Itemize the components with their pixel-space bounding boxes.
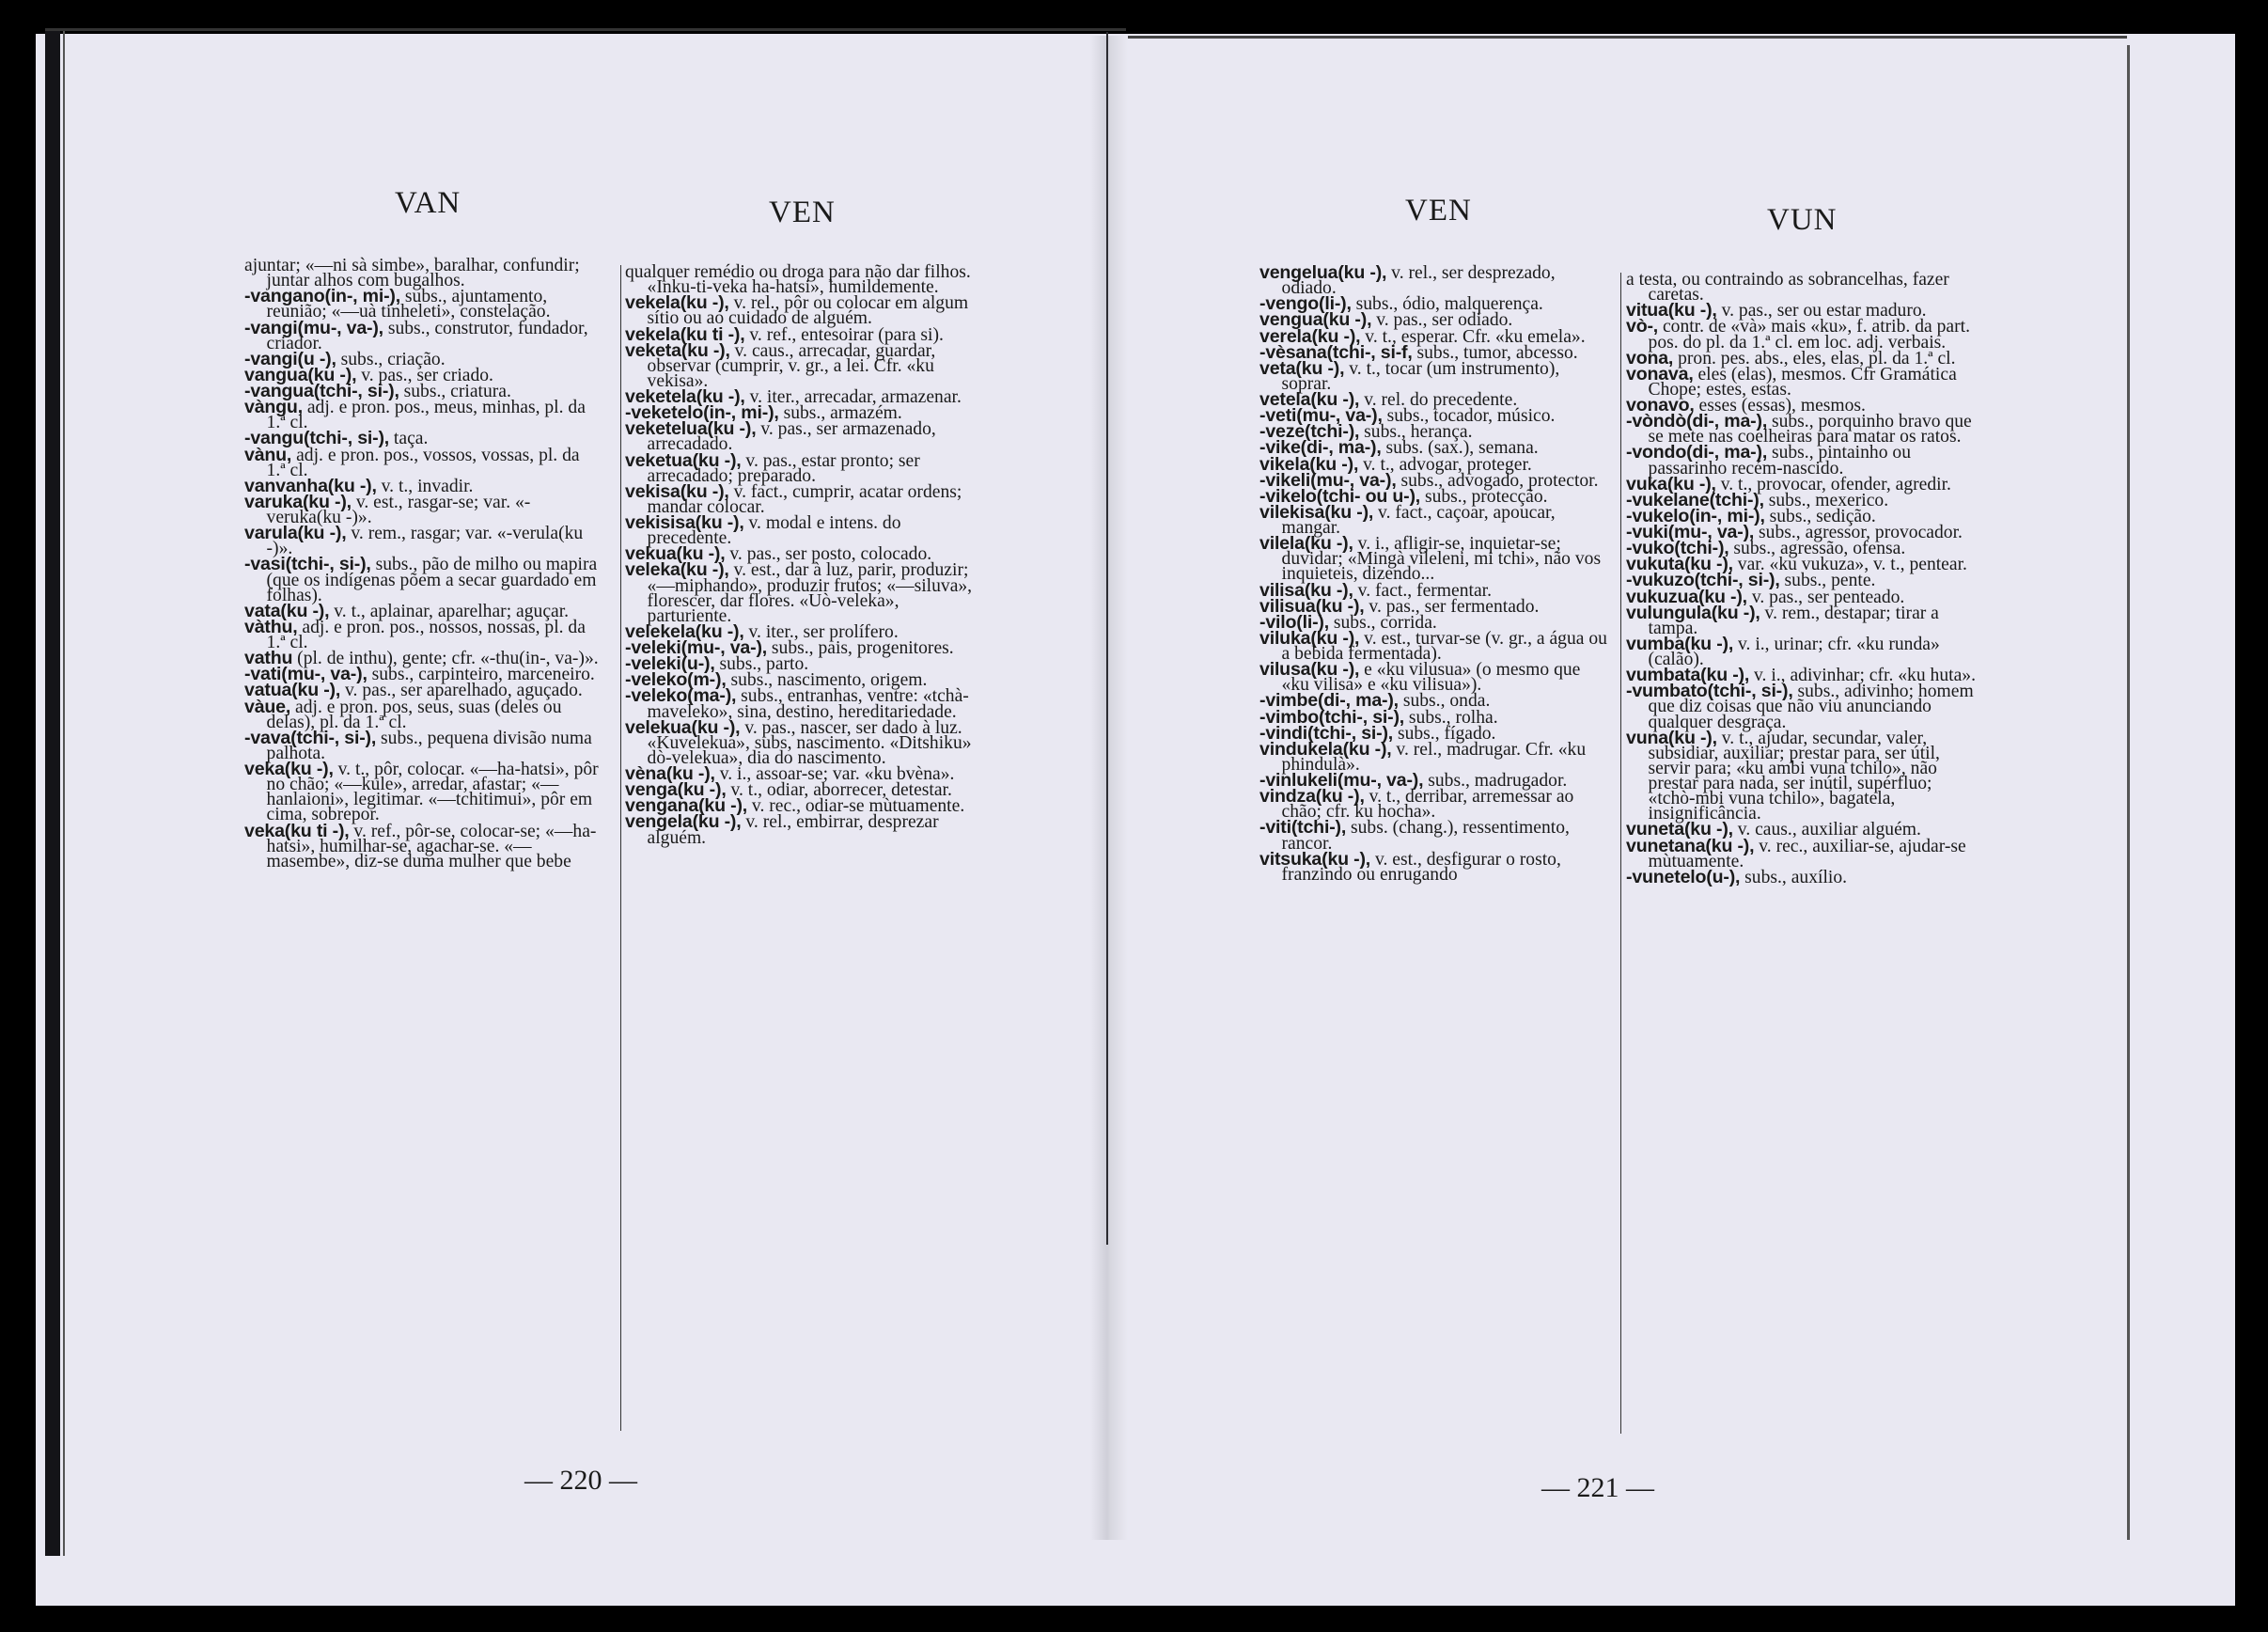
dictionary-entry xyxy=(244,696,602,732)
entry-definition: subs., pais, progenitores. xyxy=(767,638,954,658)
entry-headword: -vikelo(tchi- ou u-), xyxy=(1259,485,1421,507)
entry-headword: -vukelane(tchi-), xyxy=(1626,489,1764,510)
entry-headword: -vunetelo(u-), xyxy=(1626,866,1741,887)
entry-headword: veleka(ku -), xyxy=(625,559,729,581)
entry-definition: subs., herança. xyxy=(1359,422,1473,443)
entry-definition: v. i., afligir-se, inquietar-se; duvidar; «Mingà vileleni, mi tchi», não vos inquieteis, dizendo... xyxy=(1281,534,1602,585)
dictionary-entry xyxy=(625,339,978,391)
entry-definition: subs., tocador, músico. xyxy=(1382,406,1556,427)
entry-definition: subs., construtor, fundador, criador. xyxy=(266,318,588,353)
entry-definition: v. t., derribar, arremessar ao chão; cfr. ku hocha». xyxy=(1281,787,1574,823)
dictionary-entry xyxy=(1259,533,1607,585)
entry-headword: -vukelo(in-, mi-), xyxy=(1626,505,1765,526)
entry-headword: vàthu, xyxy=(244,616,298,637)
entry-definition: v. est., turvar-se (v. gr., a água ou a bebida fermentada). xyxy=(1281,628,1607,664)
dictionary-entry xyxy=(244,286,602,322)
dictionary-entry xyxy=(1259,501,1607,538)
entry-definition: var. «ku vukuza», v. t., pentear. xyxy=(1732,555,1967,575)
entry-definition: v. pas., ser odiado. xyxy=(1371,310,1513,331)
entry-definition: v. caus., arrecadar, guardar, observar (cumprir, v. gr., a lei. Cfr. «ku vekisa». xyxy=(647,340,936,391)
left-page-header-right: VEN xyxy=(769,196,836,229)
entry-definition: v. t., aplainar, aparelhar; aguçar. xyxy=(329,601,570,621)
entry-headword: vuka(ku -), xyxy=(1626,473,1716,494)
entry-definition: ajuntar; «—ni sà simbe», baralhar, confundir; juntar alhos com bugalhos. xyxy=(244,256,580,291)
dictionary-entry xyxy=(244,554,602,605)
entry-headword: veka(ku -), xyxy=(244,759,334,779)
entry-definition: v. t., provocar, ofender, agredir. xyxy=(1715,474,1951,494)
entry-definition: v. i., urinar; cfr. «ku runda» (calão). xyxy=(1648,634,1940,669)
entry-definition: subs., corrida. xyxy=(1328,612,1437,633)
dictionary-entry xyxy=(244,820,602,871)
entry-headword: vilisa(ku -), xyxy=(1259,579,1353,601)
dictionary-entry xyxy=(625,418,978,455)
entry-definition: v. rem., rasgar; var. «-verula(ku -)». xyxy=(266,524,584,559)
entry-headword: -vimbe(di-, ma-), xyxy=(1259,690,1399,712)
right-page-column-rule xyxy=(1620,273,1621,1434)
entry-definition: subs., madrugador. xyxy=(1423,771,1568,791)
entry-headword: -veleki(u-), xyxy=(625,653,715,675)
dictionary-entry xyxy=(244,444,602,480)
left-page-column-2 xyxy=(625,262,978,848)
entry-definition: v. est., dar à luz, parir, produzir; «—miphando», produzir frutos; «—siluva», florescer, dar flores. «Uò-veleka», parturiente. xyxy=(647,560,973,626)
entry-headword: vengua(ku -), xyxy=(1259,309,1372,331)
entry-definition: v. rem., destapar; tirar a tampa. xyxy=(1648,603,1939,638)
entry-definition: subs., advogado, protector. xyxy=(1396,470,1599,491)
entry-headword: vunetana(ku -), xyxy=(1626,835,1755,856)
entry-headword: -vuki(mu-, va-), xyxy=(1626,522,1755,542)
entry-definition: subs. (chang.), ressentimento, rancor. xyxy=(1281,818,1570,854)
dictionary-entry xyxy=(244,761,602,824)
entry-headword: vèna(ku -), xyxy=(625,763,715,784)
entry-definition: v. rec., odiar-se mùtuamente. xyxy=(747,796,965,817)
entry-definition: v. pas., ser criado. xyxy=(356,365,493,385)
dictionary-entry xyxy=(625,811,978,848)
entry-headword: vàngu, xyxy=(244,397,303,418)
entry-definition: subs., protecção. xyxy=(1420,486,1548,507)
entry-definition: subs., nascimento, origem. xyxy=(726,670,928,691)
entry-definition: pron. pes. abs., eles, elas, pl. da 1.ª cl. xyxy=(1673,348,1956,369)
binding-line xyxy=(63,28,65,1556)
dictionary-entry xyxy=(244,727,602,763)
entry-definition: subs., agressão, ofensa. xyxy=(1728,539,1906,559)
dictionary-entry xyxy=(625,716,978,768)
entry-definition: v. rel., embirrar, desprezar alguém. xyxy=(647,812,939,848)
entry-definition: v. iter., ser prolífero. xyxy=(743,621,899,642)
entry-headword: vata(ku -), xyxy=(244,600,330,621)
entry-headword: -veze(tchi-), xyxy=(1259,421,1360,443)
entry-definition: v. pas., ser fermentado. xyxy=(1364,596,1540,617)
right-page-column-2 xyxy=(1626,270,1979,887)
entry-headword: vonavo, xyxy=(1626,395,1695,416)
entry-headword: vukuta(ku -), xyxy=(1626,554,1733,575)
entry-definition: subs., mexerico. xyxy=(1763,490,1889,510)
entry-definition: v. ref., entesoirar (para si). xyxy=(744,324,944,345)
dictionary-entry xyxy=(1259,817,1607,854)
entry-definition: a testa, ou contraindo as sobrancelhas, fazer caretas. xyxy=(1626,270,1949,306)
entry-definition: v. rel., pôr ou colocar em algum sítio ou ao cuidado de alguém. xyxy=(647,293,969,329)
dictionary-entry xyxy=(1626,270,1979,306)
entry-definition: v. rel. do precedente. xyxy=(1359,390,1518,410)
dictionary-entry xyxy=(1626,633,1979,669)
dictionary-entry xyxy=(244,523,602,559)
entry-headword: vengelua(ku -), xyxy=(1259,262,1387,283)
dictionary-entry xyxy=(1259,659,1607,696)
entry-headword: vilusa(ku -), xyxy=(1259,659,1360,681)
entry-headword: varula(ku -), xyxy=(244,523,347,544)
entry-definition: v. fact., fermentar. xyxy=(1353,580,1493,601)
entry-headword: vekua(ku -), xyxy=(625,543,726,565)
entry-headword: vò-, xyxy=(1626,316,1659,337)
dictionary-entry xyxy=(1259,786,1607,823)
entry-headword: varuka(ku -), xyxy=(244,491,352,512)
entry-definition: subs., armazém. xyxy=(778,403,902,424)
entry-definition: subs., entranhas, ventre: «tchà-maveleko», sina, destino, hereditariedade. xyxy=(647,686,969,722)
left-page-header-left: VAN xyxy=(395,186,461,220)
entry-headword: viluka(ku -), xyxy=(1259,627,1360,649)
entry-headword: veka(ku ti -), xyxy=(244,820,350,841)
entry-headword: vanvanha(ku -), xyxy=(244,475,377,496)
entry-headword: -vikeli(mu-, va-), xyxy=(1259,469,1397,491)
entry-headword: vonava, xyxy=(1626,363,1694,384)
dictionary-entry xyxy=(1626,727,1979,824)
dictionary-entry xyxy=(1626,442,1979,479)
dictionary-entry xyxy=(1626,835,1979,871)
dictionary-entry xyxy=(1626,866,1979,887)
entry-definition: contr. de «và» mais «ku», f. atrib. da part. pos. do pl. da 1.ª cl. em loc. adj. verbais. xyxy=(1648,317,1970,353)
entry-headword: vindza(ku -), xyxy=(1259,786,1365,808)
entry-headword: vathu xyxy=(244,648,293,669)
entry-definition: subs., adivinho; homem que diz coisas que não viu anunciando qualquer desgraça. xyxy=(1648,682,1974,732)
entry-definition: subs., tumor, abcesso. xyxy=(1412,342,1578,363)
entry-headword: vangua(ku -), xyxy=(244,364,357,385)
entry-headword: velekua(ku -), xyxy=(625,716,741,738)
entry-headword: vatua(ku -), xyxy=(244,680,341,701)
left-page-column-1 xyxy=(244,256,602,871)
page-right-edge xyxy=(2127,45,2130,1540)
dictionary-entry xyxy=(1626,411,1979,447)
entry-definition: subs., criação. xyxy=(336,349,446,369)
entry-headword: veketa(ku -), xyxy=(625,339,730,361)
entry-definition: adj. e pron. pos., nossos, nossas, pl. da 1.ª cl. xyxy=(266,617,586,652)
entry-headword: -veti(mu-, va-), xyxy=(1259,405,1383,427)
entry-headword: velekela(ku -), xyxy=(625,620,744,642)
entry-headword: vitsuka(ku -), xyxy=(1259,848,1371,870)
entry-headword: -viti(tchi-), xyxy=(1259,817,1347,839)
entry-definition: v. t., tocar (um instrumento), soprar. xyxy=(1281,358,1560,394)
entry-headword: vuneta(ku -), xyxy=(1626,819,1733,840)
right-page-number: — 221 — xyxy=(1541,1472,1654,1503)
entry-definition: e «ku vilusua» (o mesmo que «ku vilisa» e «ku vilisua»). xyxy=(1281,660,1581,696)
entry-headword: vumba(ku -), xyxy=(1626,633,1734,654)
entry-headword: -veleko(m-), xyxy=(625,669,727,691)
entry-definition: v. caus., auxiliar alguém. xyxy=(1732,820,1921,840)
dictionary-entry xyxy=(244,491,602,527)
entry-headword: vindukela(ku -), xyxy=(1259,738,1392,760)
entry-headword: vengana(ku -), xyxy=(625,795,748,817)
entry-definition: subs., auxílio. xyxy=(1740,867,1848,887)
dictionary-entry xyxy=(625,449,978,486)
left-page-column-rule xyxy=(620,265,621,1431)
entry-headword: -vilo(li-), xyxy=(1259,611,1329,633)
dictionary-entry xyxy=(244,397,602,433)
entry-definition: v. pas., estar pronto; ser arrecadado; preparado. xyxy=(647,450,920,486)
entry-headword: venga(ku -), xyxy=(625,779,727,801)
entry-definition: v. pas., ser ou estar maduro. xyxy=(1716,301,1927,322)
entry-headword: -vuko(tchi-), xyxy=(1626,538,1729,559)
entry-definition: v. i., adivinhar; cfr. «ku huta». xyxy=(1749,666,1976,686)
entry-definition: v. pas., ser aparelhado, aguçado. xyxy=(340,681,583,701)
entry-headword: -vinlukeli(mu-, va-), xyxy=(1259,770,1424,791)
dictionary-entry xyxy=(1626,363,1979,400)
entry-definition: v. rel., ser desprezado, odiado. xyxy=(1281,263,1556,299)
entry-headword: vetela(ku -), xyxy=(1259,389,1360,410)
entry-headword: -vike(di-, ma-), xyxy=(1259,437,1382,459)
entry-definition: v. t., esperar. Cfr. «ku emela». xyxy=(1360,326,1586,347)
entry-headword: vuna(ku -), xyxy=(1626,727,1717,748)
entry-definition: v. t., odiar, aborrecer, detestar. xyxy=(726,780,952,801)
entry-headword: vekela(ku ti -), xyxy=(625,323,745,345)
gutter-line xyxy=(1106,32,1108,1245)
entry-definition: v. pas., nascer, ser dado à luz. «Kuvelekua», subs, nascimento. «Ditshiku» dò-velekua», dia do nascimento. xyxy=(647,717,972,768)
entry-definition: v. t., ajudar, secundar, valer, subsidiar, auxiliar; prestar para, ser útil, servir para; «ku ambi vuna tchilo», não prestar para nada, ser inútil, supérfluo; «tchò-mbi vuna tchilo», bagatela, insignificância. xyxy=(1648,728,1940,824)
entry-definition: (pl. de inthu), gente; cfr. «-thu(in-, va-)». xyxy=(292,649,599,669)
entry-headword: -vimbo(tchi-, si-), xyxy=(1259,706,1405,728)
entry-headword: vulungula(ku -), xyxy=(1626,602,1760,623)
entry-headword: vumbata(ku -), xyxy=(1626,665,1750,686)
entry-headword: veketelua(ku -), xyxy=(625,418,757,440)
entry-headword: veketela(ku -), xyxy=(625,386,745,407)
entry-headword: -vasi(tchi-, si-), xyxy=(244,554,371,575)
dictionary-entry xyxy=(244,256,602,291)
entry-headword: -vangu(tchi-, si-), xyxy=(244,428,390,449)
entry-definition: subs., carpinteiro, marceneiro. xyxy=(367,665,595,685)
dictionary-entry xyxy=(244,317,602,353)
dictionary-entry xyxy=(1259,848,1607,885)
entry-definition: subs., pintainho ou passarinho recém-nascido. xyxy=(1648,443,1912,479)
entry-headword: -vangano(in-, mi-), xyxy=(244,286,400,307)
entry-headword: vilisua(ku -), xyxy=(1259,595,1365,617)
dictionary-entry xyxy=(1259,357,1607,394)
dictionary-entry xyxy=(1626,683,1979,730)
entry-headword: vilela(ku -), xyxy=(1259,533,1353,555)
dictionary-entry xyxy=(1259,627,1607,664)
dictionary-entry xyxy=(625,480,978,517)
entry-definition: v. pas., ser penteado. xyxy=(1746,587,1905,607)
entry-definition: subs., pão de milho ou mapira (que os indígenas põem a secar guardado em folhas). xyxy=(266,555,598,605)
right-page-header-left: VEN xyxy=(1405,194,1472,228)
entry-definition: v. i., assoar-se; var. «ku bvèna». xyxy=(714,764,955,784)
entry-headword: veta(ku -), xyxy=(1259,357,1345,379)
dictionary-entry xyxy=(625,292,978,329)
dictionary-entry xyxy=(625,559,978,626)
entry-definition: v. rec., auxiliar-se, ajudar-se mùtuamente. xyxy=(1648,836,1966,871)
entry-definition: subs., sedição. xyxy=(1764,506,1876,526)
right-page-header-right: VUN xyxy=(1767,203,1838,237)
entry-headword: vànu, xyxy=(244,444,292,465)
entry-definition: adj. e pron. pos, seus, suas (deles ou delas), pl. da 1.ª cl. xyxy=(266,697,562,732)
right-page-column-1 xyxy=(1259,262,1607,885)
entry-headword: vengela(ku -), xyxy=(625,811,742,833)
center-gutter xyxy=(1090,36,1128,1540)
entry-definition: subs., porquinho bravo que se mete nas coelheiras para matar os ratos. xyxy=(1648,412,1972,447)
entry-definition: subs., agressor, provocador. xyxy=(1754,523,1963,542)
dictionary-entry xyxy=(625,262,978,298)
entry-definition: v. modal e intens. do precedente. xyxy=(647,513,901,549)
entry-definition: v. fact., caçoar, apoucar, mangar. xyxy=(1281,502,1556,538)
entry-definition: subs., ódio, malquerença. xyxy=(1351,294,1543,315)
entry-definition: subs., parto. xyxy=(714,654,809,675)
entry-headword: vàue, xyxy=(244,696,291,717)
dictionary-entry xyxy=(625,512,978,549)
dictionary-entry xyxy=(1259,738,1607,775)
entry-definition: subs., pente. xyxy=(1779,571,1876,591)
entry-headword: vekisa(ku -), xyxy=(625,480,729,502)
entry-definition: v. pas., ser posto, colocado. xyxy=(725,544,932,565)
entry-headword: -vòndò(di-, ma-), xyxy=(1626,411,1768,432)
entry-headword: vilekisa(ku -), xyxy=(1259,501,1374,523)
entry-headword: -veleko(ma-), xyxy=(625,685,737,707)
entry-definition: v. est., rasgar-se; var. «-veruka(ku -)». xyxy=(266,492,531,527)
entry-definition: qualquer remédio ou droga para não dar filhos. «Inku-ti-veka ha-hatsi», humildemente. xyxy=(625,262,971,298)
entry-headword: vikela(ku -), xyxy=(1259,453,1359,475)
entry-headword: veketua(ku -), xyxy=(625,449,742,471)
entry-headword: -vati(mu-, va-), xyxy=(244,664,368,685)
entry-headword: vitua(ku -), xyxy=(1626,300,1717,322)
entry-headword: verela(ku -), xyxy=(1259,325,1361,347)
entry-headword: vekela(ku -), xyxy=(625,292,729,314)
dictionary-entry xyxy=(1626,602,1979,638)
entry-definition: eles (elas), mesmos. Cfr Gramática Chope; estes, estas. xyxy=(1648,364,1957,400)
entry-definition: v. pas., ser armazenado, arrecadado. xyxy=(647,419,936,455)
dictionary-entry xyxy=(1626,316,1979,353)
entry-definition: subs., rolha. xyxy=(1404,707,1498,728)
entry-definition: subs., fígado. xyxy=(1393,723,1496,744)
entry-headword: -vindi(tchi-, si-), xyxy=(1259,722,1394,744)
entry-headword: -vondo(di-, ma-), xyxy=(1626,442,1768,463)
entry-definition: v. est., desfigurar o rosto, franzindo ou enrugando xyxy=(1281,849,1561,885)
entry-definition: subs., criatura. xyxy=(399,382,511,401)
entry-definition: v. t., advogar, proteger. xyxy=(1358,454,1532,475)
dictionary-entry xyxy=(244,616,602,652)
entry-definition: v. rel., madrugar. Cfr. «ku phindulà». xyxy=(1281,739,1587,775)
entry-headword: -vangi(mu-, va-), xyxy=(244,317,383,338)
entry-definition: subs., ajuntamento, reunião; «—uà tinheleti», constelação. xyxy=(266,287,551,322)
entry-headword: -vukuzo(tchi-, si-), xyxy=(1626,570,1780,591)
dictionary-entry xyxy=(1259,262,1607,299)
entry-headword: vekisisa(ku -), xyxy=(625,512,744,533)
entry-headword: -vèsana(tchi-, si-f, xyxy=(1259,341,1413,363)
entry-headword: -vumbato(tchi-, si-), xyxy=(1626,681,1793,702)
entry-headword: -vangua(tchi-, si-), xyxy=(244,381,399,401)
entry-headword: -veleki(mu-, va-), xyxy=(625,637,768,658)
entry-definition: v. t., invadir. xyxy=(376,476,474,496)
entry-definition: adj. e pron. pos., vossos, vossas, pl. da 1.ª cl. xyxy=(266,445,580,480)
entry-definition: v. iter., arrecadar, armazenar. xyxy=(744,387,962,407)
top-edge-left xyxy=(45,28,1126,31)
entry-headword: -veketelo(in-, mi-), xyxy=(625,402,779,424)
entry-definition: subs., onda. xyxy=(1398,691,1491,712)
entry-definition: adj. e pron. pos., meus, minhas, pl. da 1.ª cl. xyxy=(266,398,586,433)
entry-definition: subs., pequena divisão numa palhota. xyxy=(266,728,592,763)
entry-headword: vukuzua(ku -), xyxy=(1626,586,1747,607)
top-edge-right xyxy=(1128,36,2127,39)
entry-definition: v. t., pôr, colocar. «—ha-hatsi», pôr no chão; «—kule», arredar, afastar; «—hanlaioni», legitimar. «—tchitimui», pôr em cima, sobrepor. xyxy=(266,760,599,825)
entry-definition: esses (essas), mesmos. xyxy=(1694,396,1866,416)
entry-definition: v. ref., pôr-se, colocar-se; «—ha-hatsi», humilhar-se, agachar-se. «—masembe», diz-se duma mulher que bebe xyxy=(266,821,597,871)
entry-headword: -vava(tchi-, si-), xyxy=(244,727,377,748)
dictionary-entry xyxy=(625,685,978,722)
entry-headword: -vengo(li-), xyxy=(1259,293,1352,315)
left-page-number: — 220 — xyxy=(524,1465,637,1496)
entry-definition: taça. xyxy=(389,429,429,449)
entry-definition: v. fact., cumprir, acatar ordens; mandar colocar. xyxy=(647,481,962,517)
entry-headword: -vangi(u -), xyxy=(244,348,336,369)
binding-edge xyxy=(45,28,60,1556)
entry-definition: subs. (sax.), semana. xyxy=(1381,438,1539,459)
entry-headword: vona, xyxy=(1626,347,1674,369)
